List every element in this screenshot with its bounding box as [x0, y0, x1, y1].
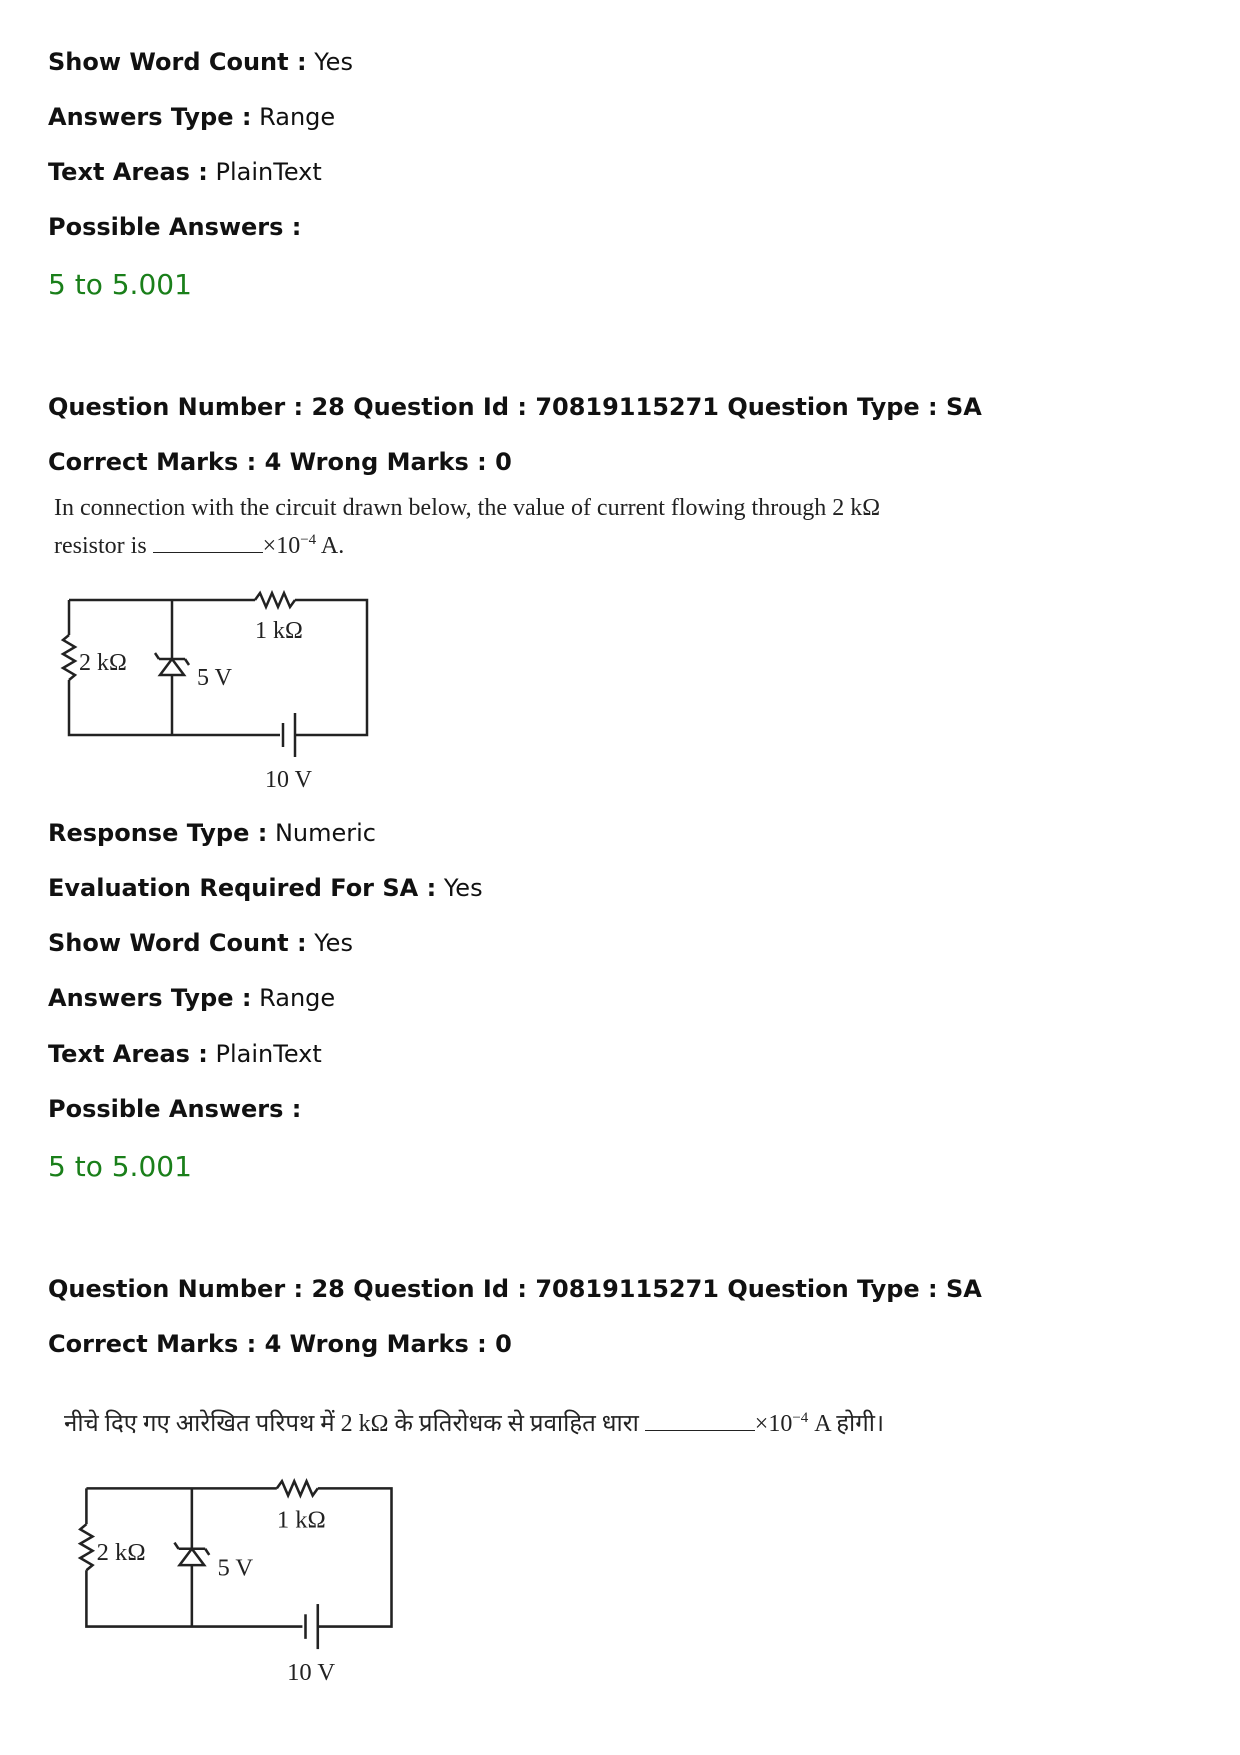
response-type-line	[48, 818, 376, 848]
show-word-count-label: Show Word Count :	[48, 929, 307, 957]
text-areas-line	[48, 157, 322, 187]
text-areas-value: PlainText	[215, 1040, 322, 1068]
question-text-hindi-prefix: नीचे दिए गए आरेखित परिपथ में 2 kΩ के प्रतिरोधक से प्रवाहित धारा	[64, 1411, 639, 1437]
question-header	[48, 1274, 982, 1304]
show-word-count-line	[48, 47, 353, 77]
answer-blank	[153, 534, 263, 553]
possible-answer: 5 to 5.001	[48, 1150, 192, 1183]
question-marks	[48, 447, 512, 477]
question-text-hindi	[64, 1402, 884, 1440]
resistor-2k-label: 2 kΩ	[96, 1539, 146, 1567]
text-areas-label: Text Areas :	[48, 1040, 208, 1068]
question-text-prefix: resistor is	[54, 533, 147, 559]
show-word-count-value: Yes	[314, 929, 353, 957]
show-word-count-label: Show Word Count :	[48, 48, 307, 76]
resistor-1k-label: 1 kΩ	[255, 618, 303, 644]
answers-type-label: Answers Type :	[48, 103, 252, 131]
evaluation-value: Yes	[443, 874, 483, 902]
battery-label: 10 V	[265, 767, 312, 793]
question-marks-text: Correct Marks : 4 Wrong Marks : 0	[48, 1330, 512, 1358]
question-header-text: Question Number : 28 Question Id : 70819115271 Question Type : SA	[48, 393, 982, 421]
battery-label: 10 V	[287, 1658, 336, 1686]
zener-label: 5 V	[217, 1554, 254, 1582]
text-areas-value: PlainText	[215, 158, 322, 186]
question-text-unit: A होगी।	[808, 1411, 885, 1437]
show-word-count-value: Yes	[314, 48, 353, 76]
question-header	[48, 392, 982, 422]
answers-type-value: Range	[259, 103, 336, 131]
show-word-count-line	[48, 928, 353, 958]
response-type-label: Response Type :	[48, 819, 268, 847]
answer-blank	[645, 1412, 755, 1431]
answers-type-value: Range	[259, 984, 336, 1012]
question-text-multiplier: ×10	[262, 533, 301, 559]
question-text	[54, 492, 880, 562]
question-text-unit: A.	[316, 533, 345, 559]
possible-answers-label: Possible Answers :	[48, 213, 302, 241]
possible-answers-label: Possible Answers :	[48, 1095, 302, 1123]
question-text-line2	[54, 524, 880, 562]
answers-type-label: Answers Type :	[48, 984, 252, 1012]
resistor-2k-label: 2 kΩ	[79, 650, 127, 676]
possible-answer: 5 to 5.001	[48, 268, 192, 301]
zener-label: 5 V	[197, 665, 232, 691]
evaluation-line	[48, 873, 483, 903]
text-areas-line	[48, 1039, 322, 1069]
text-areas-label: Text Areas :	[48, 158, 208, 186]
possible-answers-line	[48, 212, 301, 242]
circuit-diagram	[55, 585, 385, 795]
question-text-exponent: −4	[792, 1410, 809, 1426]
question-marks-text: Correct Marks : 4 Wrong Marks : 0	[48, 448, 512, 476]
evaluation-label: Evaluation Required For SA :	[48, 874, 437, 902]
answers-type-line	[48, 983, 335, 1013]
response-type-value: Numeric	[274, 819, 376, 847]
question-header-text: Question Number : 28 Question Id : 70819115271 Question Type : SA	[48, 1275, 982, 1303]
possible-answers-line	[48, 1094, 301, 1124]
question-marks	[48, 1329, 512, 1359]
answers-type-line	[48, 102, 335, 132]
circuit-diagram	[66, 1473, 416, 1688]
resistor-1k-label: 1 kΩ	[276, 1506, 326, 1534]
question-text-multiplier: ×10	[754, 1411, 793, 1437]
question-text-exponent: −4	[300, 532, 317, 548]
question-text-line1: In connection with the circuit drawn below, the value of current flowing through 2 kΩ	[54, 495, 881, 521]
